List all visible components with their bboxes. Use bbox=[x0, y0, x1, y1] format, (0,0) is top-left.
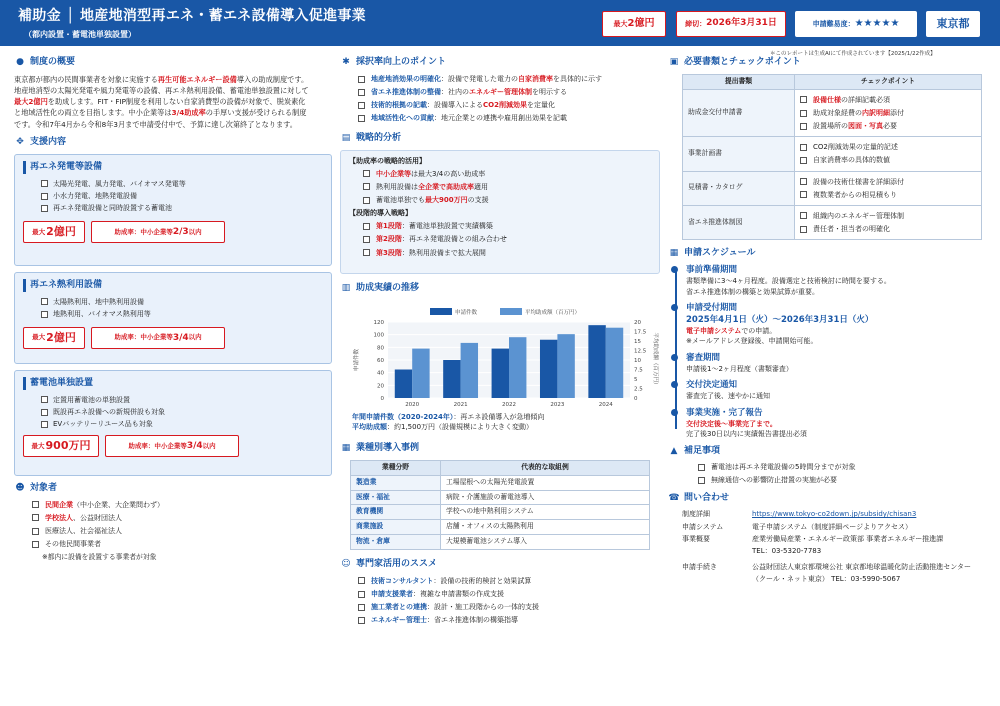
contact-list bbox=[668, 509, 988, 584]
support-card-power bbox=[14, 154, 332, 266]
y2-axis-label: 平均助成額（百万円） bbox=[652, 332, 658, 388]
y2-tick-label: 20 bbox=[634, 319, 641, 326]
card-item: 太陽熱利用、地中熱利用設備 bbox=[41, 297, 323, 307]
results-caption: 年間申請件数（2020-2024年）：再エネ設備導入が急増傾向 平均助成額：約1,500万円（設備規模により大きく変動） bbox=[352, 412, 545, 431]
lightbulb-icon: ✱ bbox=[342, 57, 350, 68]
y2-tick-label: 0 bbox=[634, 395, 638, 402]
contact-row: 申請システム 電子申請システム（制度詳細ページよりアクセス） bbox=[682, 522, 912, 531]
contact-row: 制度詳細 https://www.tokyo-co2down.jp/subsidy/chisan3 bbox=[682, 510, 917, 519]
industry-table bbox=[350, 460, 650, 550]
building-icon: ▦ bbox=[341, 443, 351, 454]
col-header: 業種分野 bbox=[351, 460, 441, 475]
deadline-badge: 締切： 2026年3月31日 bbox=[676, 11, 786, 37]
schedule-step: 審査期間 申請後1〜2ヶ月程度（書類審査） bbox=[686, 352, 988, 374]
schedule-step: 交付決定通知 審査完了後、速やかに通知 bbox=[686, 379, 988, 401]
right-column bbox=[668, 56, 988, 586]
point-item: 技術的根拠の記載 ：設備導入による CO2削減効果 を定量化 bbox=[358, 100, 660, 110]
strategy-box bbox=[340, 150, 660, 274]
strategy-item: 中小企業等 は最大3/4の高い助成率 bbox=[363, 169, 651, 179]
phone-icon: ☎ bbox=[668, 492, 680, 503]
bar-amount bbox=[606, 327, 623, 397]
table-row: 商業施設 店舗・オフィスの太陽熱利用 bbox=[351, 520, 650, 535]
detail-link[interactable]: https://www.tokyo-co2down.jp/subsidy/chisan3 bbox=[752, 510, 917, 519]
documents-table-wrap bbox=[668, 74, 988, 240]
page-header bbox=[0, 0, 1000, 46]
supplement-item: 無線通信への影響防止措置の実施が必要 bbox=[698, 475, 988, 485]
supplement-item: 蓄電池は再エネ発電設備の5時間分までが対象 bbox=[698, 462, 988, 472]
bar-chart-icon: ▥ bbox=[341, 283, 351, 294]
max-tag: 最大 2億円 bbox=[23, 327, 85, 349]
legend-swatch bbox=[430, 308, 452, 315]
y-tick-label: 120 bbox=[373, 319, 384, 326]
schedule-timeline bbox=[668, 264, 988, 439]
y2-tick-label: 17.5 bbox=[634, 329, 647, 336]
contact-row: 事業概要 産業労働局産業・エネルギー政策部 事業者エネルギー推進課 bbox=[682, 534, 944, 543]
table-row: 省エネ推進体制図 組織内のエネルギー管理体制 責任者・担当者の明確化 bbox=[683, 205, 982, 239]
table-row: 助成金交付申請書 設備仕様 の詳細記載必須 助成対象経費の 内訳明細 添付 設置場所の 図面・写真 必要 bbox=[683, 89, 982, 136]
supplement-heading: ▲ 補足事項 bbox=[668, 444, 988, 458]
card-title: 蓄電池単独設置 bbox=[23, 377, 323, 390]
card-item: EVバッテリーリユース品も対象 bbox=[41, 419, 323, 429]
x-tick-label: 2022 bbox=[502, 401, 516, 408]
support-card-battery bbox=[14, 370, 332, 476]
ai-note: ＊このレポートは生成AIにて作成されています【2025/1/22作成】 bbox=[770, 51, 936, 57]
difficulty-badge: 申請難易度： ★★★★★ bbox=[795, 11, 917, 37]
bar-amount bbox=[412, 348, 429, 397]
region-badge: 東京都 bbox=[926, 11, 980, 37]
bar-amount bbox=[509, 337, 526, 398]
calendar-icon: ▦ bbox=[669, 247, 679, 258]
y2-tick-label: 15 bbox=[634, 338, 641, 345]
bar-amount bbox=[557, 334, 574, 398]
schedule-step: 申請受付期間 2025年4月1日（火）〜2026年3月31日（火） 電子申請システムでの申請。 ※メールアドレス登録後、申請開始可能。 bbox=[686, 302, 988, 347]
page-title: 補助金 │ 地産地消型再エネ・蓄エネ設備導入促進事業 bbox=[18, 8, 366, 24]
col-header: 代表的な取組例 bbox=[441, 460, 650, 475]
users-icon: ☻ bbox=[15, 483, 25, 494]
table-row: 製造業 工場屋根への太陽光発電設置 bbox=[351, 475, 650, 490]
bar-count bbox=[540, 339, 557, 397]
point-item: 省エネ推進体制の整備 ：社内の エネルギー管理体制 を明示する bbox=[358, 87, 660, 97]
table-row: 事業計画書 CO2削減効果の定量的記述 自家消費率の具体的数値 bbox=[683, 137, 982, 171]
middle-column bbox=[340, 56, 660, 628]
table-row: 物流・倉庫 大規模蓄電池システム導入 bbox=[351, 535, 650, 550]
chart-icon: ▤ bbox=[341, 133, 351, 144]
target-item: 民間企業 （中小企業、大企業問わず） bbox=[32, 500, 332, 510]
schedule-step: 事前準備期間 書類準備に3〜4ヶ月程度。設備選定と技術検討に時間を要する。 省エネ推進体制の構築と効果試算が重要。 bbox=[686, 264, 988, 297]
strategy-item: 第3段階 ：熱利用設備まで拡大展開 bbox=[363, 248, 651, 258]
contact-row: （クール・ネット東京） TEL：03-5990-5067 bbox=[752, 575, 901, 584]
card-item: 太陽光発電、風力発電、バイオマス発電等 bbox=[41, 179, 323, 189]
experts-list bbox=[340, 576, 660, 626]
overview-heading: ● 制度の概要 bbox=[14, 56, 332, 70]
max-amount-badge: 最大 2億円 bbox=[602, 11, 666, 37]
card-item: 定置用蓄電池の単独設置 bbox=[41, 395, 323, 405]
y2-tick-label: 12.5 bbox=[634, 348, 647, 355]
target-item: 学校法人 、公益財団法人 bbox=[32, 513, 332, 523]
targets-heading: ☻ 対象者 bbox=[14, 482, 332, 496]
y-tick-label: 80 bbox=[377, 344, 384, 351]
legend-swatch bbox=[500, 308, 522, 315]
points-list bbox=[340, 74, 660, 124]
legend-label: 平均助成額（百万円） bbox=[525, 309, 581, 316]
y-tick-label: 100 bbox=[373, 332, 384, 339]
bar-count bbox=[443, 360, 460, 398]
y2-tick-label: 2.5 bbox=[634, 386, 643, 393]
expert-icon: ☺ bbox=[341, 559, 351, 570]
overview-text: 東京都が都内の民間事業者を対象に実施する再生可能エネルギー設備導入の助成制度です。 地産地消型の太陽光発電や風力発電等の設備、再エネ熱利用設備、蓄電池単独設置に対して 最大2億円を助成します。FIT・FIP制度を利用しない自家消費型の設備が対象で、脱炭素化 と地域活性化の両立を目指します。中小企業等は3/4助成率の手厚い支援が受けられる制度 です。令和7年4月から令和8年3月まで申請受付中で、予算に達し次第終了となります。 bbox=[14, 75, 309, 129]
card-item: 既設再エネ設備への新規併設も対象 bbox=[41, 407, 323, 417]
experts-heading: ☺ 専門家活用のススメ bbox=[340, 558, 660, 572]
strategy-item: 蓄電池単独でも 最大900万円 の支援 bbox=[363, 195, 651, 205]
handshake-icon: ✥ bbox=[16, 137, 24, 148]
strategy-group-title: 【段階的導入戦略】 bbox=[349, 209, 412, 218]
x-tick-label: 2024 bbox=[598, 401, 613, 408]
points-heading: ✱ 採択率向上のポイント bbox=[340, 56, 660, 70]
schedule-heading: ▦ 申請スケジュール bbox=[668, 246, 988, 260]
y-tick-label: 0 bbox=[380, 395, 384, 402]
y-tick-label: 60 bbox=[377, 357, 384, 364]
point-item: 地産地消効果の明確化 ：設備で発電した電力の 自家消費率 を具体的に示す bbox=[358, 74, 660, 84]
rate-tag: 助成率：中小企業等 3/4 以内 bbox=[91, 327, 225, 349]
contact-heading: ☎ 問い合わせ bbox=[668, 491, 988, 505]
expert-item: 施工業者との連携 ：設計・施工段階からの一体的支援 bbox=[358, 602, 660, 612]
card-item: 小水力発電、地熱発電設備 bbox=[41, 191, 323, 201]
documents-heading: ▣ 必要書類とチェックポイント bbox=[668, 56, 988, 70]
y2-tick-label: 10 bbox=[634, 357, 641, 364]
warning-icon: ▲ bbox=[670, 445, 678, 456]
point-item: 地域活性化への貢献 ：地元企業との連携や雇用創出効果を記載 bbox=[358, 113, 660, 123]
supplement-list bbox=[668, 462, 988, 485]
left-column bbox=[14, 56, 332, 563]
strategy-heading: ▤ 戦略的分析 bbox=[340, 132, 660, 146]
x-tick-label: 2020 bbox=[405, 401, 420, 408]
contact-row: TEL：03-5320-7783 bbox=[752, 546, 822, 555]
bar-count bbox=[492, 348, 509, 397]
strategy-item: 第2段階 ：再エネ発電設備との組み合わせ bbox=[363, 234, 651, 244]
table-row: 医療・福祉 病院・介護施設の蓄電池導入 bbox=[351, 490, 650, 505]
schedule-step: 事業実施・完了報告 交付決定後〜事業完了まで。 完了後30日以内に実績報告書提出必須 bbox=[686, 407, 988, 440]
bar-count bbox=[395, 369, 412, 398]
col-header: チェックポイント bbox=[795, 75, 982, 90]
rate-tag: 助成率：中小企業等 2/3 以内 bbox=[91, 221, 225, 243]
info-icon: ● bbox=[16, 57, 24, 68]
table-row: 教育機関 学校への地中熱利用システム bbox=[351, 505, 650, 520]
y-axis-label: 申請件数 bbox=[354, 348, 360, 371]
y2-tick-label: 5 bbox=[634, 376, 638, 383]
documents-table bbox=[682, 74, 982, 240]
rate-tag: 助成率：中小企業等 3/4 以内 bbox=[105, 435, 239, 457]
expert-item: 技術コンサルタント ：設備の技術的検討と効果試算 bbox=[358, 576, 660, 586]
support-card-heat bbox=[14, 272, 332, 364]
contact-row: 申請手続き 公益財団法人東京都環境公社 東京都地球温暖化防止活動推進センター bbox=[682, 562, 971, 571]
targets-list bbox=[14, 500, 332, 550]
expert-item: エネルギー管理士 ：省エネ推進体制の構築指導 bbox=[358, 615, 660, 625]
industry-table-wrap bbox=[340, 460, 660, 550]
strategy-item: 熱利用設備は 全企業で高助成率 適用 bbox=[363, 182, 651, 192]
expert-item: 申請支援業者 ：複雑な申請書類の作成支援 bbox=[358, 589, 660, 599]
target-item: 医療法人、社会福祉法人 bbox=[32, 526, 332, 536]
card-title: 再エネ発電等設備 bbox=[23, 161, 323, 174]
results-chart bbox=[340, 300, 660, 410]
max-tag: 最大 2億円 bbox=[23, 221, 85, 243]
strategy-item: 第1段階 ：蓄電池単独設置で実績構築 bbox=[363, 221, 651, 231]
y-tick-label: 20 bbox=[377, 382, 384, 389]
bar-amount bbox=[461, 342, 478, 397]
card-title: 再エネ熱利用設備 bbox=[23, 279, 323, 292]
y-tick-label: 40 bbox=[377, 370, 384, 377]
bar-chart bbox=[340, 300, 660, 410]
x-tick-label: 2023 bbox=[550, 401, 565, 408]
legend-label: 申請件数 bbox=[455, 309, 478, 316]
max-tag: 最大 900万円 bbox=[23, 435, 99, 457]
industry-heading: ▦ 業種別導入事例 bbox=[340, 442, 660, 456]
support-heading: ✥ 支援内容 bbox=[14, 136, 332, 150]
page-subtitle: （都内設置・蓄電池単独設置） bbox=[24, 30, 136, 39]
clipboard-icon: ▣ bbox=[669, 57, 679, 68]
target-item: その他民間事業者 bbox=[32, 539, 332, 549]
col-header: 提出書類 bbox=[683, 75, 795, 90]
y2-tick-label: 7.5 bbox=[634, 367, 643, 374]
results-heading: ▥ 助成実績の推移 bbox=[340, 282, 660, 296]
targets-note: ※都内に設備を設置する事業者が対象 bbox=[42, 553, 157, 562]
card-item: 再エネ発電設備と同時設置する蓄電池 bbox=[41, 203, 323, 213]
strategy-group-title: 【助成率の戦略的活用】 bbox=[349, 156, 426, 165]
table-row: 見積書・カタログ 設備の技術仕様書を詳細添付 複数業者からの相見積もり bbox=[683, 171, 982, 205]
x-tick-label: 2021 bbox=[453, 401, 468, 408]
bar-count bbox=[588, 325, 605, 398]
card-item: 地熱利用、バイオマス熱利用等 bbox=[41, 309, 323, 319]
